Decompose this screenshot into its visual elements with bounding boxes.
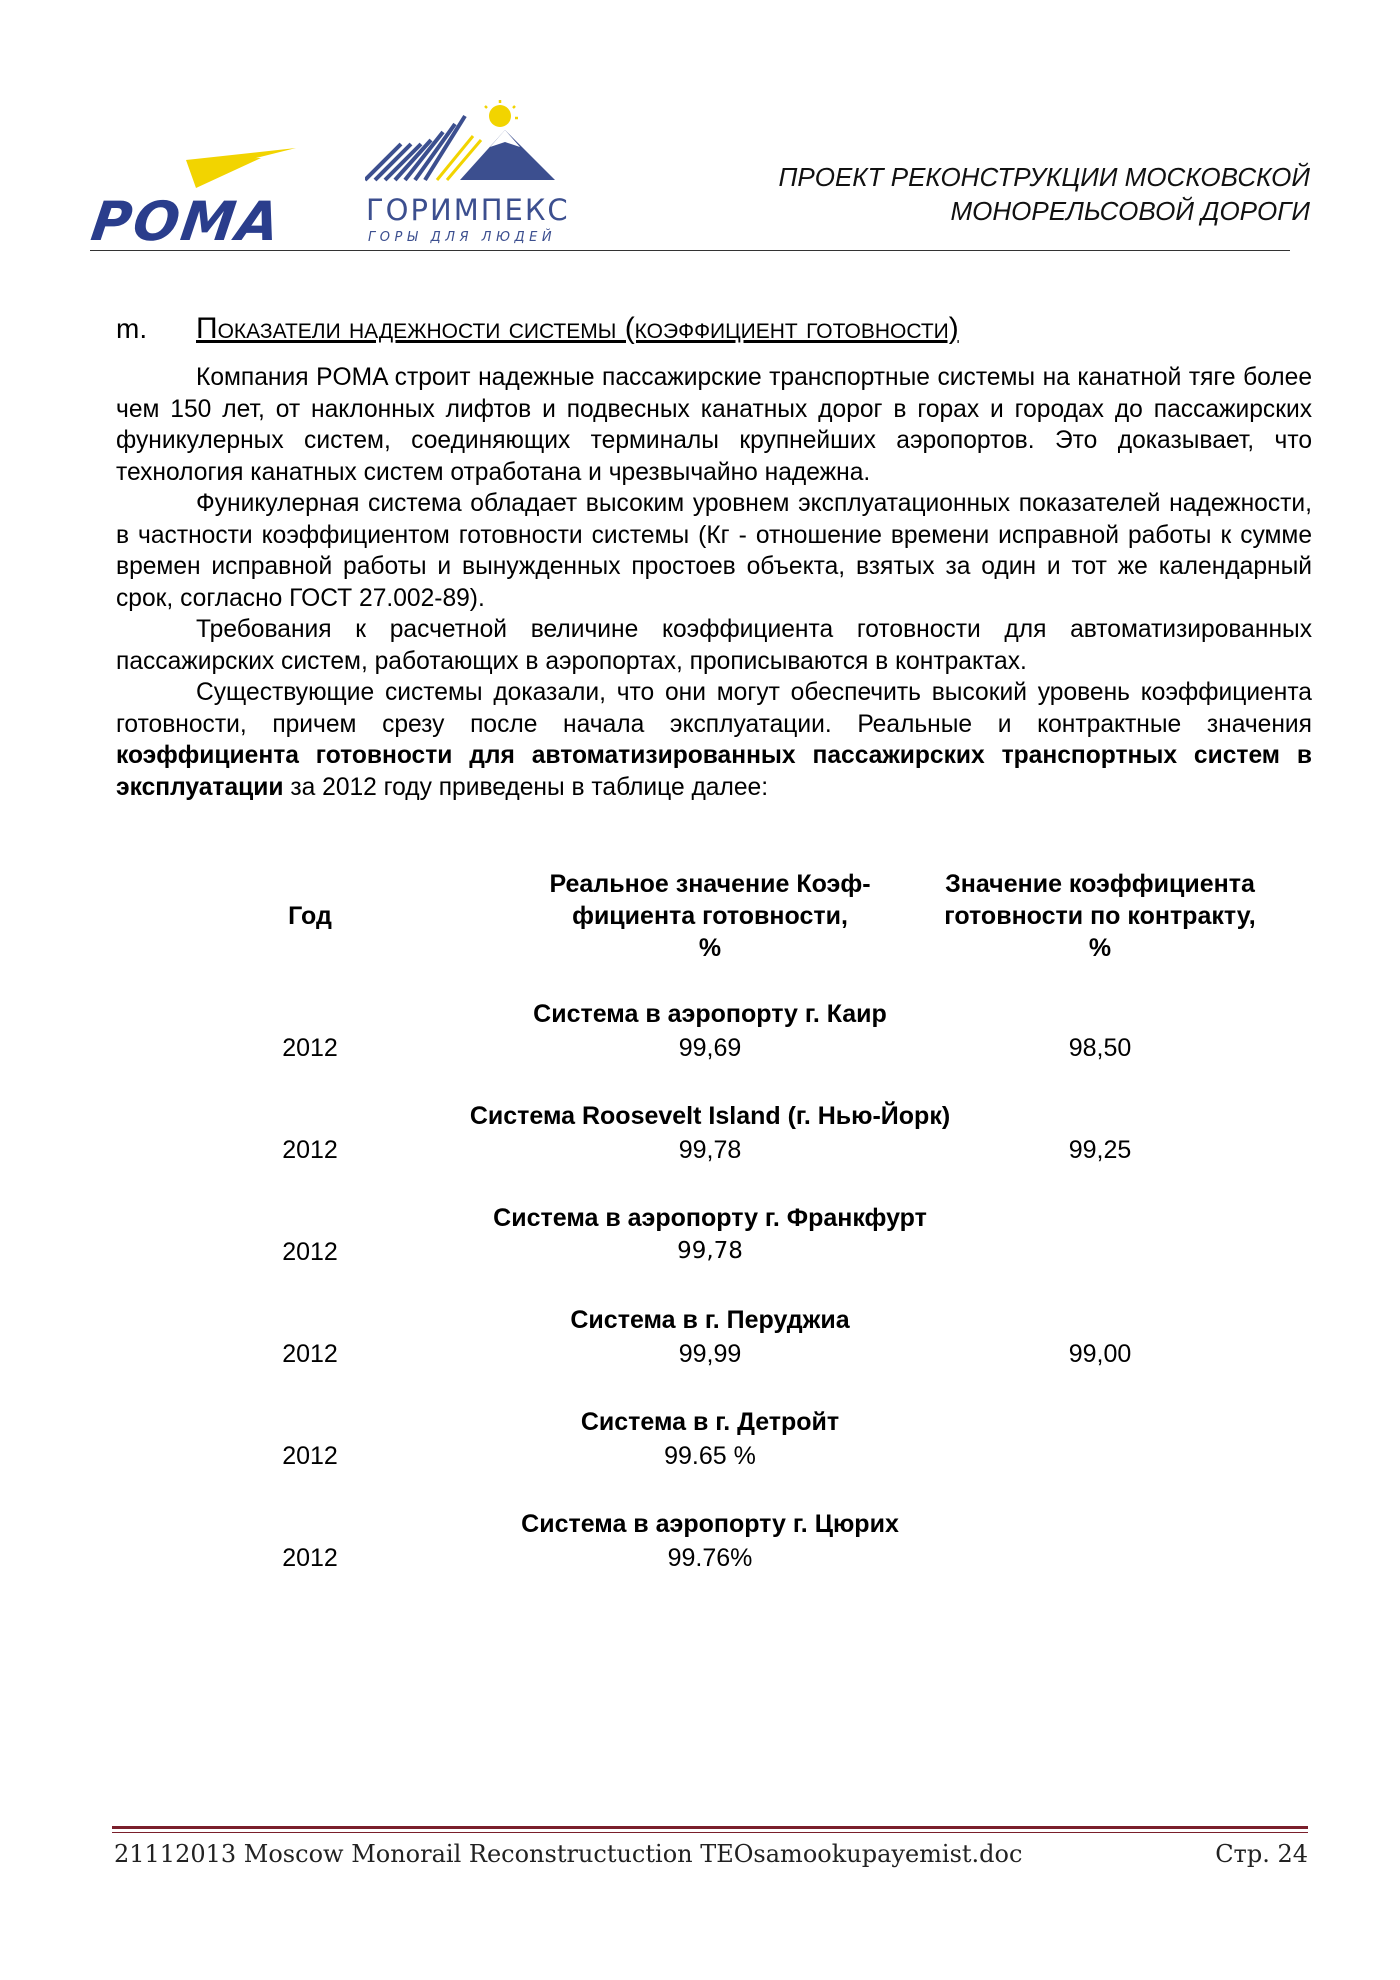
system-title: Система в аэропорту г. Цюрих [521, 1510, 899, 1538]
paragraph-3: Требования к расчетной величине коэффициента готовности для автоматизированных пассажирских систем, работающих в аэропортах, прописываются в контрактах. [116, 616, 1312, 675]
paragraph-4-end: за 2012 году приведены в таблице далее: [283, 773, 769, 801]
column-header-year: Год [288, 902, 332, 930]
paragraph-4 [116, 677, 1312, 803]
gorimpex-slogan: ГОРЫ ДЛЯ ЛЮДЕЙ [368, 230, 557, 245]
contract-value-cell: 99,00 [1068, 1340, 1132, 1368]
system-title: Система в г. Перуджиа [570, 1306, 850, 1334]
system-title: Система в аэропорту г. Каир [533, 1000, 887, 1028]
section-title: Показатели надежности системы (коэффициент готовности) [196, 312, 959, 345]
real-value-cell: 99,78 [677, 1238, 743, 1264]
column-header-contract-line-1: Значение коэффициента [945, 870, 1255, 898]
header-title-line-2: МОНОРЕЛЬСОВОЙ ДОРОГИ [950, 196, 1310, 226]
year-cell: 2012 [282, 1442, 338, 1470]
real-value-cell: 99.65 % [664, 1442, 756, 1470]
year-cell: 2012 [282, 1544, 338, 1572]
system-title: Система в г. Детройт [580, 1408, 840, 1436]
paragraph-4-bold: коэффициента готовности для автоматизированных пассажирских транспортных систем в эксплуатации [116, 742, 1312, 801]
column-header-real [500, 868, 920, 964]
footer-filename: 21112013 Moscow Monorail Reconstructuction TEOsamookupayemist.doc [114, 1840, 1023, 1868]
document-header-title [779, 160, 1310, 228]
poma-logo: POMA [87, 190, 286, 253]
section-heading [116, 312, 959, 346]
footer-page-number: Стр. 24 [1215, 1840, 1308, 1868]
real-value-cell: 99,99 [678, 1340, 742, 1368]
gorimpex-logo-mountain [365, 100, 565, 205]
header-divider [90, 250, 1290, 251]
contract-value-cell: 98,50 [1068, 1034, 1132, 1062]
section-letter: m. [116, 313, 148, 344]
system-title: Система Roosevelt Island (г. Нью-Йорк) [469, 1102, 951, 1130]
paragraph-2: Фуникулерная система обладает высоким уровнем эксплуатационных показателей надежности, в частности коэффициентом готовности системы (Кг - отношение времени исправной работы к сумме времен исправной работы и вынужденных простоев объекта, взятых за один и тот же календарный срок, согласно ГОСТ 27.002-89). [116, 490, 1312, 612]
year-cell: 2012 [282, 1238, 338, 1266]
footer-divider-thick [112, 1826, 1308, 1829]
contract-value-cell: 99,25 [1068, 1136, 1132, 1164]
column-header-contract [910, 868, 1290, 964]
gorimpex-logo: ГОРИМПЕКС [366, 193, 570, 227]
column-header-contract-line-3: % [1088, 934, 1112, 962]
year-cell: 2012 [282, 1136, 338, 1164]
body-text [116, 362, 1312, 803]
column-header-contract-line-2: готовности по контракту, [944, 902, 1256, 930]
real-value-cell: 99,69 [678, 1034, 742, 1062]
footer-divider-thin [112, 1832, 1308, 1833]
header-title-line-1: ПРОЕКТ РЕКОНСТРУКЦИИ МОСКОВСКОЙ [778, 162, 1310, 192]
real-value-cell: 99,78 [678, 1136, 742, 1164]
real-value-cell: 99.76% [667, 1544, 753, 1572]
column-header-real-line-2: фициента готовности, [572, 902, 848, 930]
column-header-real-line-1: Реальное значение Коэф- [549, 870, 871, 898]
paragraph-1: Компания POMA строит надежные пассажирские транспортные системы на канатной тяге более чем 150 лет, от наклонных лифтов и подвесных канатных дорог в горах и городах до пассажирских фуникулерных систем, соединяющих терминалы крупнейших аэропортов. Это доказывает, что технология канатных систем отработана и чрезвычайно надежна. [116, 364, 1312, 486]
column-header-real-line-3: % [698, 934, 722, 962]
year-cell: 2012 [282, 1340, 338, 1368]
year-cell: 2012 [282, 1034, 338, 1062]
paragraph-4-start: Существующие системы доказали, что они могут обеспечить высокий уровень коэффициента готовности, причем срезу после начала эксплуатации. Реальные и контрактные значения [116, 679, 1312, 738]
system-title: Система в аэропорту г. Франкфурт [493, 1204, 927, 1232]
